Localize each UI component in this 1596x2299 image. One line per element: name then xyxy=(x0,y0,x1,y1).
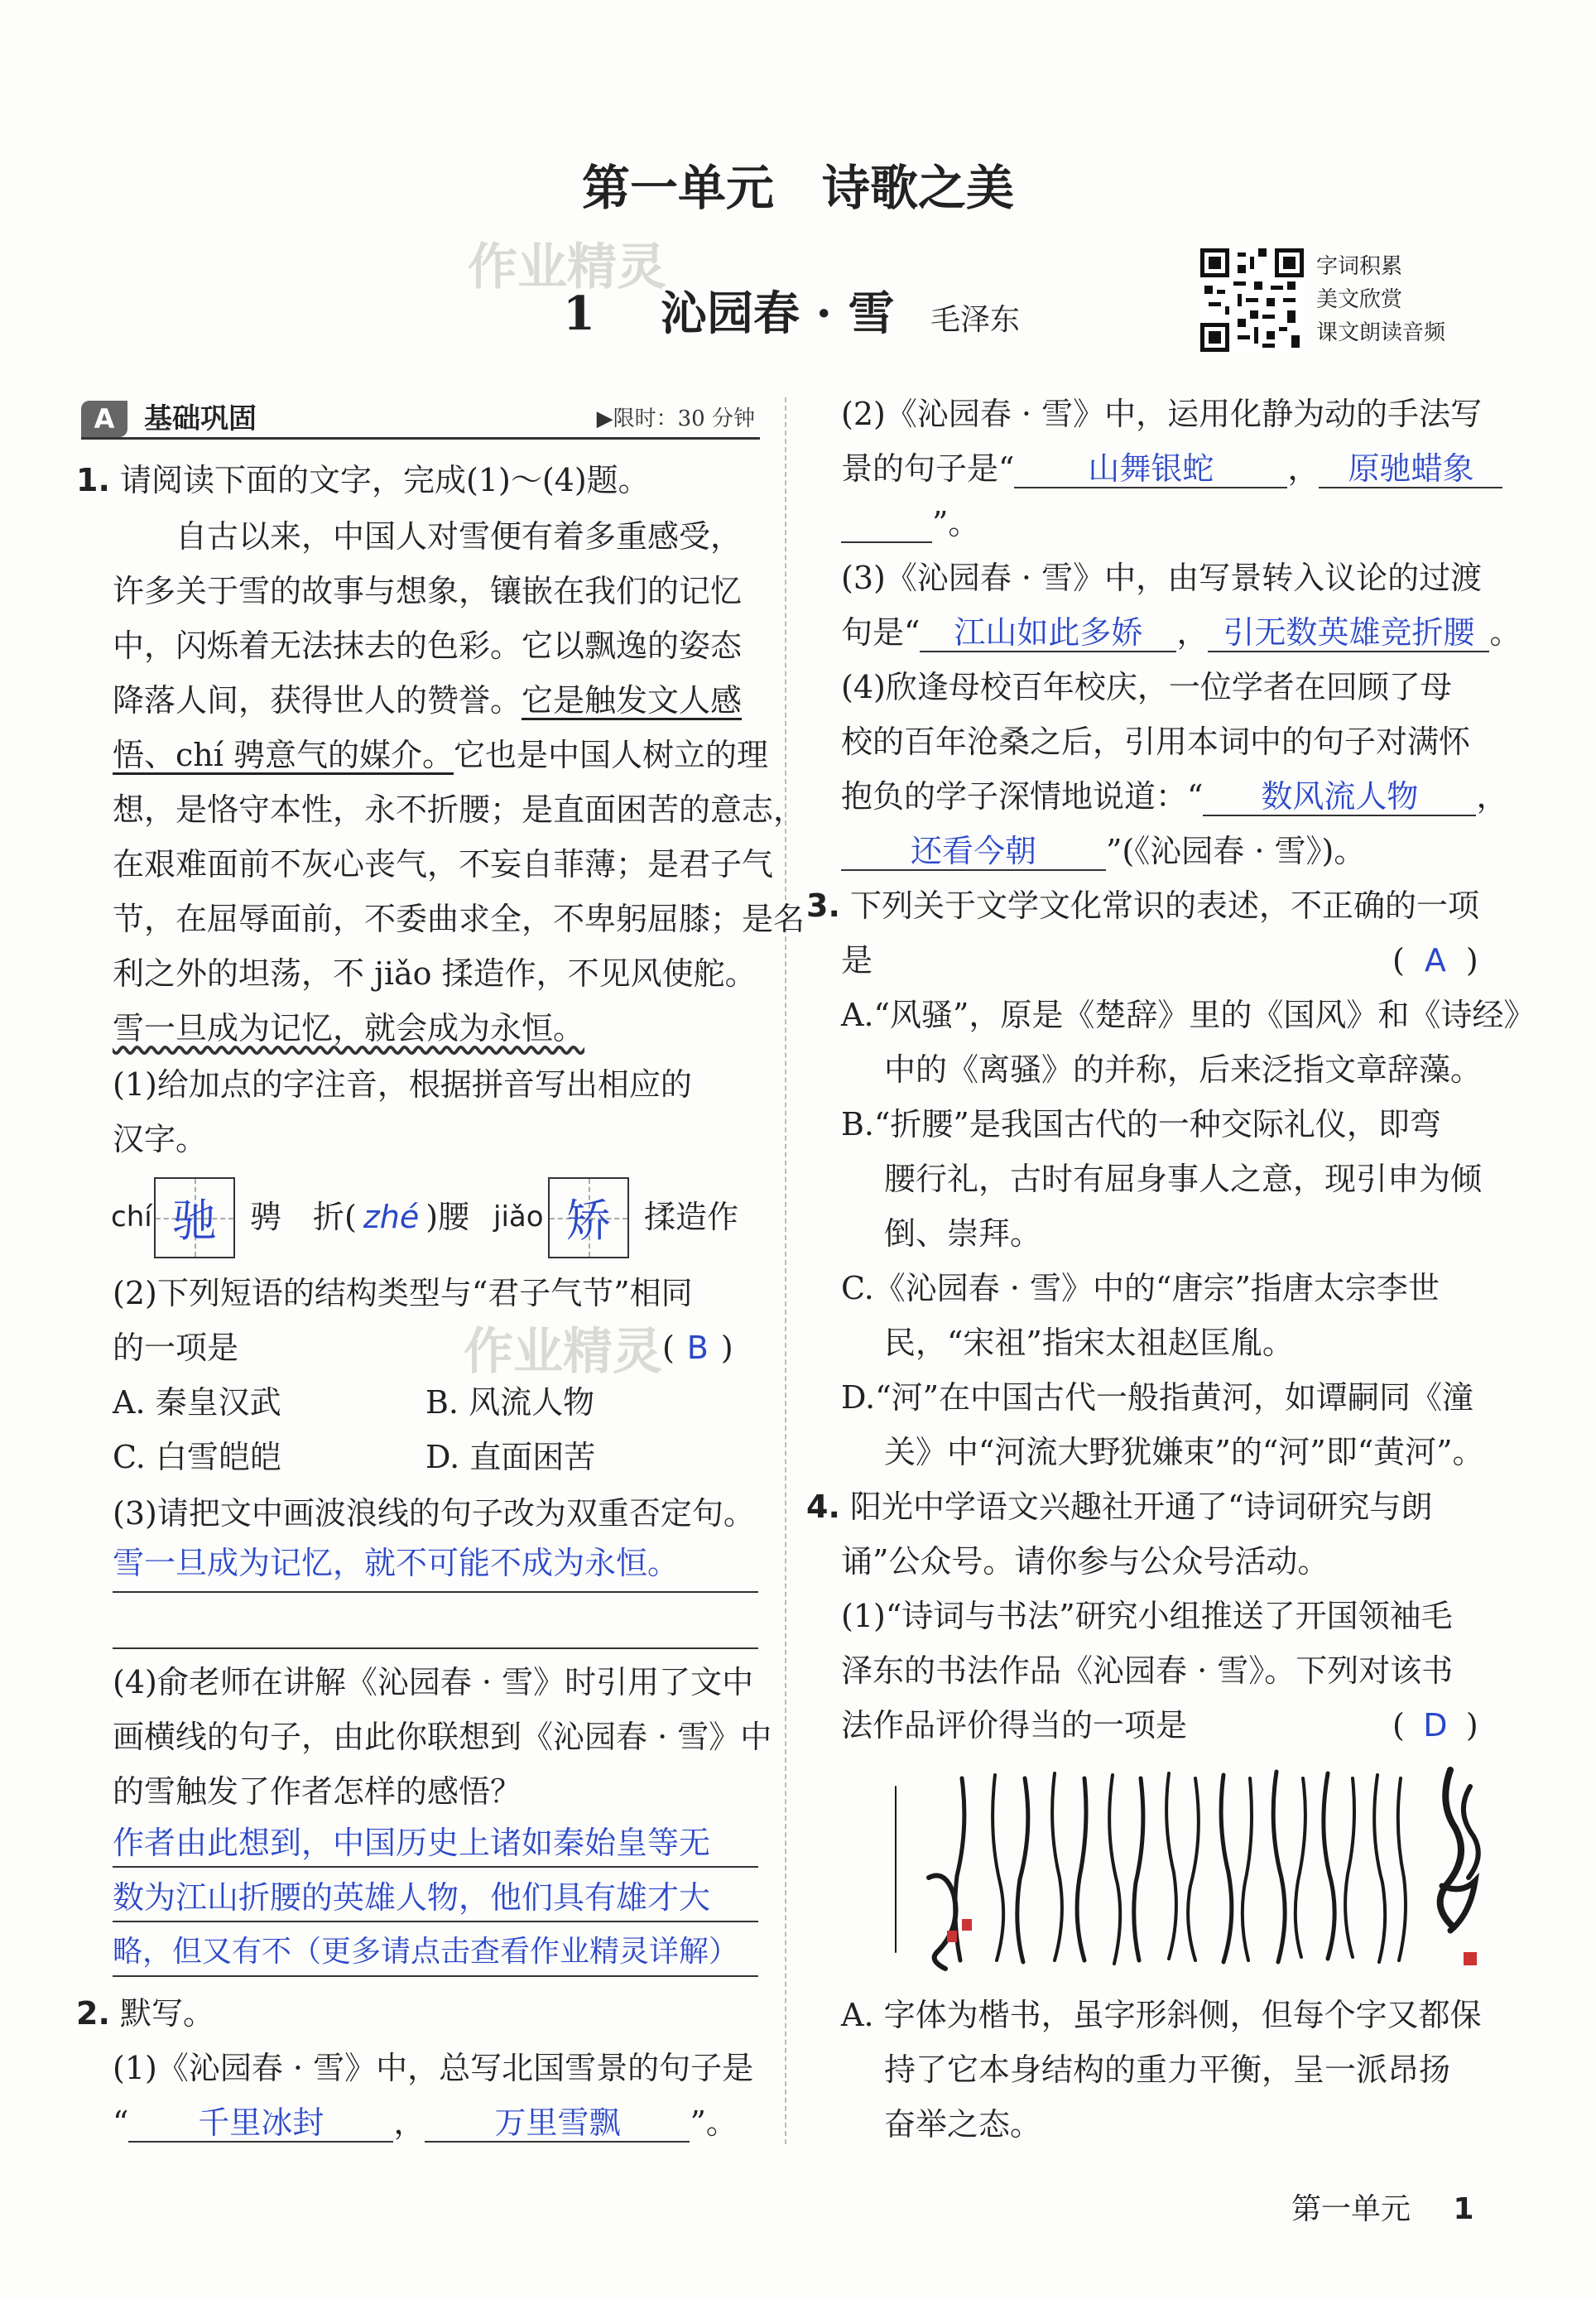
q1-passage-line xyxy=(113,737,768,773)
q3-option-b[interactable]: B.“折腰”是我国古代的一种交际礼仪，即弯 xyxy=(841,1106,1441,1142)
q1-passage-text: 它也是中国人树立的理 xyxy=(454,737,769,773)
q3-prompt: 是 xyxy=(841,942,873,979)
jiao-answer-box[interactable] xyxy=(548,1177,629,1258)
answer-line xyxy=(113,1647,758,1649)
q2-sub1-answers: “ 千里冰封 ， 万里雪飘 ”。 xyxy=(113,2104,738,2141)
q2-sub2-lead: 景的句子是“ xyxy=(841,450,1015,487)
qr-link-words[interactable]: 字词积累 xyxy=(1316,254,1403,279)
q1-passage-line: 许多关于雪的故事与想象，镶嵌在我们的记忆 xyxy=(113,573,743,609)
q2-sub1-prompt: (1)《沁园春 · 雪》中，总写北国雪景的句子是 xyxy=(113,2050,754,2086)
q4-prompt: 诵”公众号。请你参与公众号活动。 xyxy=(841,1543,1329,1580)
q1-underlined-sentence: 悟、chí 骋意气的媒介。 xyxy=(113,737,454,773)
q4-option-a[interactable]: A. 字体为楷书，虽字形斜侧，但每个字又都保 xyxy=(841,1997,1482,2033)
q3-prompt xyxy=(806,887,1479,924)
q2-title xyxy=(76,1995,214,2032)
q2-sub4-suffix: ”(《沁园春 · 雪》)。 xyxy=(1106,833,1366,869)
option-c[interactable]: C. 白雪皑皑 xyxy=(113,1439,281,1475)
q1-sub4-answer[interactable]: 作者由此想到，中国历史上诸如秦始皇等无 xyxy=(113,1825,711,1861)
q1-passage-line: 想，是恪守本性，永不折腰；是直面困苦的意志， xyxy=(113,791,805,828)
q1-prompt-text: 请阅读下面的文字，完成(1)～(4)题。 xyxy=(119,462,650,498)
q2-sub4-answers xyxy=(841,833,1365,871)
q2-sub4-answers: 抱负的学子深情地说道：“ 数风流人物 ， xyxy=(841,778,1508,815)
q3-answer-paren: ( A ) xyxy=(1392,942,1478,979)
section-a-bar xyxy=(81,401,760,440)
q1-sub2-prompt: (2)下列短语的结构类型与“君子气节”相同 xyxy=(113,1275,693,1311)
q2-sub4-answer-a[interactable]: 数风流人物 xyxy=(1203,778,1476,816)
q4-answer-paren: ( D ) xyxy=(1392,1707,1478,1743)
q4-prompt-text: 阳光中学语文兴趣社开通了“诗词研究与朗 xyxy=(849,1489,1433,1525)
calligraphy-image xyxy=(871,1753,1500,1985)
qr-links xyxy=(1316,250,1445,349)
q2-sub1-answer-b[interactable]: 万里雪飘 xyxy=(425,2104,690,2143)
jiao-answer: 矫 xyxy=(566,1195,611,1247)
answer-line xyxy=(113,1921,758,1922)
q1-sub2-prompt: 的一项是 xyxy=(113,1330,239,1366)
q2-title-text: 默写。 xyxy=(119,1995,214,2032)
chi-answer-box[interactable] xyxy=(154,1177,235,1258)
q1-prompt xyxy=(76,462,650,498)
q1-passage-line: 中，闪烁着无法抹去的色彩。它以飘逸的姿态 xyxy=(113,628,743,664)
q2-sub4-answer-b[interactable]: 还看今朝 xyxy=(841,833,1106,871)
q4-sub1-prompt: 法作品评价得当的一项是 xyxy=(841,1707,1188,1743)
q3-option-b: 腰行礼，古时有屈身事人之意，现引申为倾 xyxy=(884,1161,1483,1197)
q4-sub1-prompt: 泽东的书法作品《沁园春 · 雪》。下列对该书 xyxy=(841,1652,1454,1689)
q1-sub4-prompt: 的雪触发了作者怎样的感悟？ xyxy=(113,1773,522,1810)
watermark: 作业精灵 xyxy=(464,1323,662,1381)
q1-sub3-answer[interactable]: 雪一旦成为记忆，就不可能不成为永恒。 xyxy=(113,1545,680,1581)
q2-sub2-answer-tail: ”。 xyxy=(841,505,979,543)
footer-unit: 第一单元 xyxy=(1291,2192,1411,2226)
answer-line xyxy=(841,505,932,543)
q1-passage-line xyxy=(113,682,742,719)
qr-link-audio[interactable]: 课文朗读音频 xyxy=(1316,320,1446,345)
zhe-prefix: 折( xyxy=(313,1199,357,1235)
lesson-title: 沁园春 · 雪 xyxy=(660,286,895,341)
q2-sub2-answer-a[interactable]: 山舞银蛇 xyxy=(1014,450,1287,488)
q2-sub2-answer-b[interactable]: 原驰蜡象 xyxy=(1319,450,1502,488)
q3-option-c: 民，“宋祖”指宋太祖赵匡胤。 xyxy=(884,1325,1294,1361)
q1-wavy-sentence: 雪一旦成为记忆，就会成为永恒。 xyxy=(113,1010,585,1046)
page-number: 1 xyxy=(1453,2192,1474,2226)
column-divider xyxy=(785,397,786,2144)
q4-number: 4. xyxy=(806,1489,840,1525)
q3-option-d[interactable]: D.“河”在中国古代一般指黄河，如谭嗣同《潼 xyxy=(841,1379,1474,1416)
footer xyxy=(1291,2186,1474,2228)
q3-option-c[interactable]: C.《沁园春 · 雪》中的“唐宗”指唐太宗李世 xyxy=(841,1270,1440,1306)
q2-number: 2. xyxy=(76,1995,110,2032)
q1-sub4-answer[interactable]: 略，但又有不（更多请点击查看作业精灵详解） xyxy=(113,1935,739,1969)
chi-answer: 驰 xyxy=(172,1195,217,1247)
q3-option-d: 关》中“河流大野犹嫌束”的“河”即“黄河”。 xyxy=(884,1434,1484,1470)
chi-pinyin: chí xyxy=(111,1200,152,1234)
q1-sub4-prompt: (4)俞老师在讲解《沁园春 · 雪》时引用了文中 xyxy=(113,1664,754,1700)
q1-passage-line: 利之外的坦荡，不 jiǎo 揉造作，不见风使舵。 xyxy=(113,955,757,992)
q3-option-a: 中的《离骚》的并称，后来泛指文章辞藻。 xyxy=(884,1051,1483,1088)
q1-passage-line: 在艰难面前不灰心丧气，不妄自菲薄；是君子气 xyxy=(113,846,774,883)
q3-prompt-text: 下列关于文学文化常识的表述，不正确的一项 xyxy=(849,887,1479,924)
q4-option-a: 持了它本身结构的重力平衡，呈一派昂扬 xyxy=(884,2051,1451,2088)
q1-passage-line: 节，在屈辱面前，不委曲求全，不卑躬屈膝；是名 xyxy=(113,901,805,937)
q1-sub4-prompt: 画横线的句子，由此你联想到《沁园春 · 雪》中 xyxy=(113,1719,772,1755)
q2-sub2-answers: 景的句子是“ 山舞银蛇 ， 原驰蜡象 xyxy=(841,450,1502,488)
jiao-suffix: 揉造作 xyxy=(644,1199,739,1235)
option-b[interactable]: B. 风流人物 xyxy=(425,1384,595,1421)
q2-sub4-lead: 抱负的学子深情地说道：“ xyxy=(841,778,1204,815)
lesson-number: 1 xyxy=(563,286,595,341)
lesson-heading xyxy=(563,277,1020,344)
zhe-suffix: )腰 xyxy=(425,1199,470,1235)
q1-sub1-prompt: 汉字。 xyxy=(113,1121,208,1157)
section-a-title: 基础巩固 xyxy=(144,402,257,435)
q4-answer[interactable]: D xyxy=(1423,1707,1448,1743)
q2-sub3-prompt: (3)《沁园春 · 雪》中，由写景转入议论的过渡 xyxy=(841,560,1483,596)
section-a-badge: A xyxy=(81,401,127,437)
q1-sub4-answer[interactable]: 数为江山折腰的英雄人物，他们具有雄才大 xyxy=(113,1879,711,1916)
qr-code-icon[interactable] xyxy=(1200,248,1304,352)
q2-sub3-answers: 句是“ 江山如此多娇 ， 引无数英雄竞折腰 。 xyxy=(841,614,1521,651)
zhe-item xyxy=(313,1199,469,1235)
q1-sub3-prompt: (3)请把文中画波浪线的句子改为双重否定句。 xyxy=(113,1495,755,1532)
q3-answer[interactable]: A xyxy=(1424,942,1446,979)
zhe-answer[interactable]: zhé xyxy=(363,1199,420,1235)
watermark: 作业精灵 xyxy=(468,238,666,296)
q3-number: 3. xyxy=(806,887,840,924)
q1-passage-line: 自古以来，中国人对雪便有着多重感受， xyxy=(175,518,743,555)
q4-sub1-prompt: (1)“诗词与书法”研究小组推送了开国领袖毛 xyxy=(841,1598,1453,1634)
q2-sub3-lead: 句是“ xyxy=(841,614,921,651)
qr-link-appreciation[interactable]: 美文欣赏 xyxy=(1316,287,1403,312)
q3-option-b: 倒、崇拜。 xyxy=(884,1215,1042,1252)
q1-sub2-answer[interactable]: B xyxy=(686,1330,709,1366)
q2-sub3-answer-b[interactable]: 引无数英雄竞折腰 xyxy=(1208,614,1489,652)
q2-sub1-answer-a[interactable]: 千里冰封 xyxy=(128,2104,393,2143)
q1-underlined-sentence: 它是触发文人感 xyxy=(522,682,743,719)
q3-option-a[interactable]: A.“风骚”，原是《楚辞》里的《国风》和《诗经》 xyxy=(841,997,1536,1033)
q4-option-a: 奋举之态。 xyxy=(884,2106,1042,2143)
q2-sub3-answer-a[interactable]: 江山如此多娇 xyxy=(920,614,1176,652)
chi-suffix: 骋 xyxy=(250,1199,282,1235)
option-d[interactable]: D. 直面困苦 xyxy=(425,1439,596,1475)
jiao-pinyin: jiǎo xyxy=(493,1200,544,1234)
answer-line xyxy=(113,1591,758,1593)
unit-title: 第一单元 诗歌之美 xyxy=(581,160,1014,216)
lesson-author: 毛泽东 xyxy=(930,303,1020,337)
section-a-time-limit: ▶限时：30 分钟 xyxy=(596,406,755,431)
q2-sub4-prompt: 校的百年沧桑之后，引用本词中的句子对满怀 xyxy=(841,724,1471,760)
q1-sub2-answer-paren: ( B ) xyxy=(662,1330,733,1366)
q1-sub1-prompt: (1)给加点的字注音，根据拼音写出相应的 xyxy=(113,1066,692,1103)
q4-prompt xyxy=(806,1489,1432,1525)
q2-sub2-prompt: (2)《沁园春 · 雪》中，运用化静为动的手法写 xyxy=(841,396,1483,432)
q1-passage-text: 降落人间，获得世人的赞誉。 xyxy=(113,682,522,719)
answer-line xyxy=(113,1866,758,1868)
q1-number: 1. xyxy=(76,462,110,498)
answer-line xyxy=(113,1975,758,1977)
q2-sub4-prompt: (4)欣逢母校百年校庆，一位学者在回顾了母 xyxy=(841,669,1452,705)
option-a[interactable]: A. 秦皇汉武 xyxy=(113,1384,281,1421)
